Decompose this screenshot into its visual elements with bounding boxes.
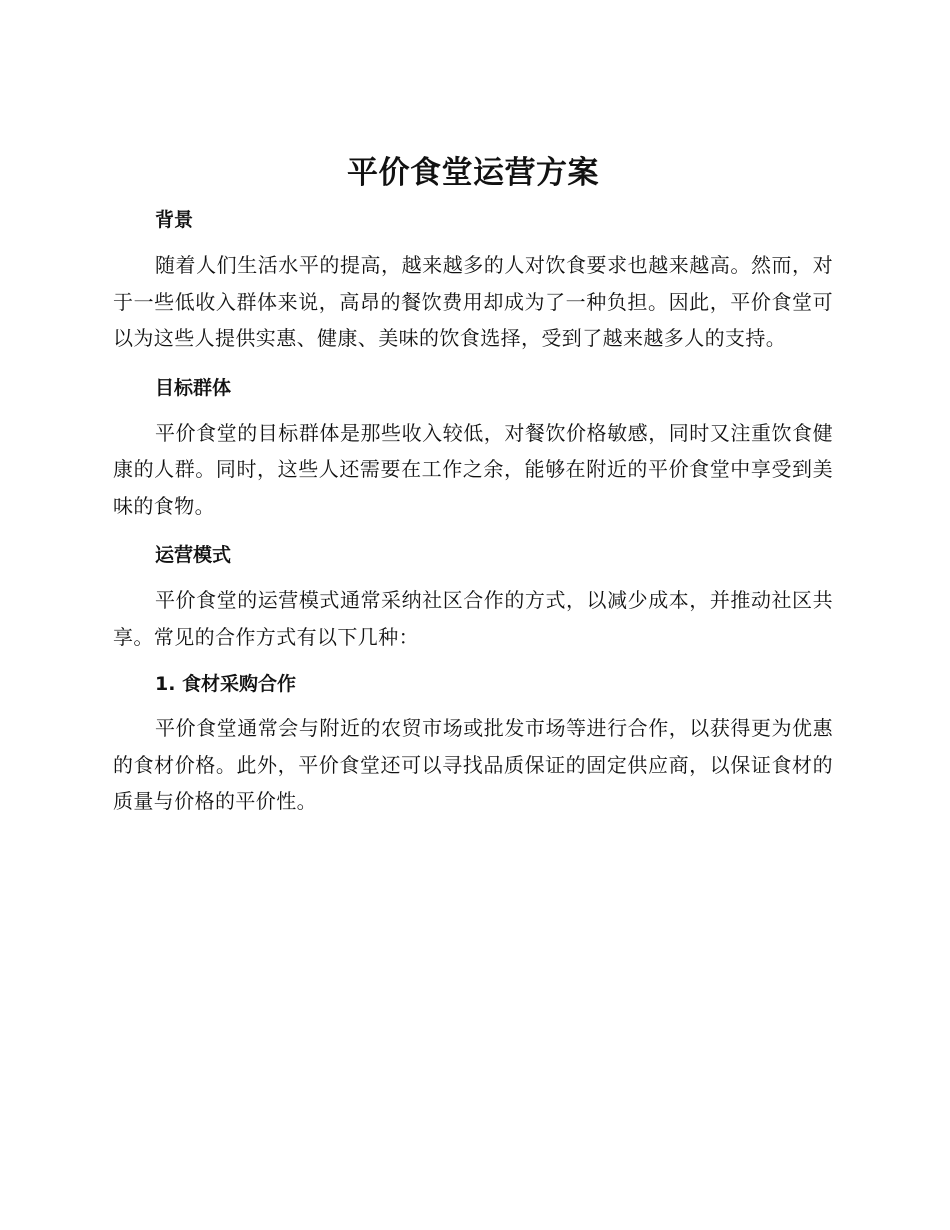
subsection-heading-ingredient-purchasing: 1. 食材采购合作 [155, 673, 297, 695]
subsection-paragraph-ingredient-purchasing: 平价食堂通常会与附近的农贸市场或批发市场等进行合作，以获得更为优惠的食材价格。此外，平价食堂还可以寻找品质保证的固定供应商，以保证食材的质量与价格的平价性。 [113, 716, 833, 813]
section-heading-target-group: 目标群体 [155, 376, 232, 399]
section-paragraph-target-group: 平价食堂的目标群体是那些收入较低，对餐饮价格敏感，同时又注重饮食健康的人群。同时，这些人还需要在工作之余，能够在附近的平价食堂中享受到美味的食物。 [113, 420, 833, 518]
section-heading-background: 背景 [155, 209, 194, 231]
section-paragraph-operation-mode: 平价食堂的运营模式通常采纳社区合作的方式，以减少成本，并推动社区共享。常见的合作方式有以下几种： [113, 588, 833, 649]
section-paragraph-background: 随着人们生活水平的提高，越来越多的人对饮食要求也越来越高。然而，对于一些低收入群体来说，高昂的餐饮费用却成为了一种负担。因此，平价食堂可以为这些人提供实惠、健康、美味的饮食选择，受到了越来越多人的支持。 [113, 253, 833, 350]
document-title: 平价食堂运营方案 [347, 155, 599, 191]
document-body [113, 150, 833, 820]
section-heading-operation-mode: 运营模式 [155, 544, 232, 566]
